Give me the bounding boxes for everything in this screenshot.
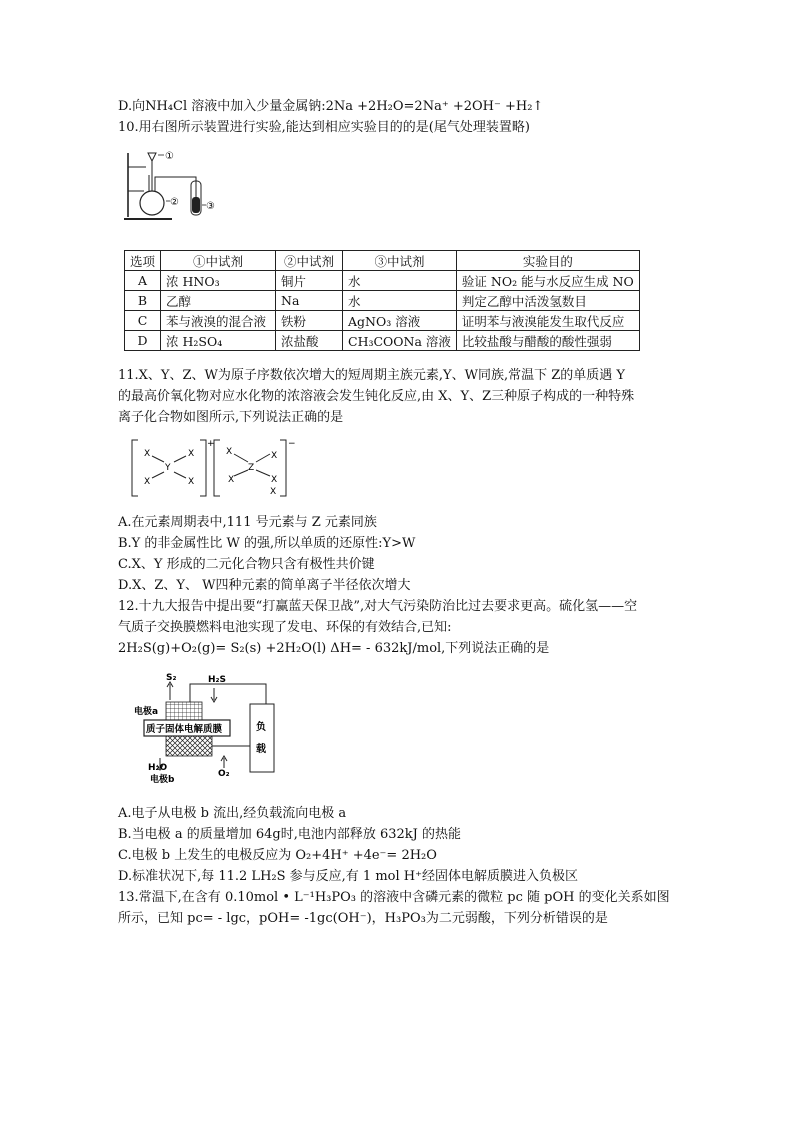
charge-minus: −	[288, 439, 296, 449]
label-3: ③	[206, 201, 215, 212]
q13-stem-line2: 所示，已知 pc= - lgc，pOH= -1gc(OH⁻)，H₃PO₃为二元弱酸，下列分析错误的是	[118, 911, 608, 926]
q11-ion-structure	[130, 438, 300, 500]
label-2: ②	[170, 197, 179, 208]
table-cell: A	[125, 271, 161, 291]
q13-stem-line1: 13.常温下,在含有 0.10mol • L⁻¹H₃PO₃ 的溶液中含磷元素的微粒 pc 随 pOH 的变化关系如图	[118, 890, 670, 905]
q12-stem-line1: 12.十九大报告中提出要“打赢蓝天保卫战”,对大气污染防治比过去要求更高。硫化氢——空	[118, 599, 638, 614]
q10-stem: 10.用右图所示装置进行实验,能达到相应实验目的的是(尾气处理装置略)	[118, 120, 530, 135]
q12-stem-line2: 气质子交换膜燃料电池实现了发电、环保的有效结合,已知:	[118, 620, 452, 635]
table-cell: D	[125, 331, 161, 351]
q11-option-d: D.X、Z、Y、 W四种元素的简单离子半径依次增大	[118, 578, 411, 593]
h2o-label: H₂O	[148, 763, 168, 773]
load-label-2: 载	[256, 744, 266, 755]
table-row	[125, 331, 640, 351]
charge-plus: +	[207, 439, 215, 449]
table-cell: 判定乙醇中活泼氢数目	[456, 291, 639, 311]
table-cell: AgNO₃ 溶液	[343, 311, 457, 331]
table-row	[125, 271, 640, 291]
q11-option-c: C.X、Y 形成的二元化合物只含有极性共价键	[118, 557, 375, 572]
atom-x: X	[188, 449, 195, 459]
atom-y: Y	[165, 463, 171, 473]
table-cell: 浓 H₂SO₄	[161, 331, 276, 351]
atom-x: X	[144, 477, 151, 487]
q12-option-b: B.当电极 a 的质量增加 64g时,电池内部释放 632kJ 的热能	[118, 827, 461, 842]
table-header-row	[125, 251, 640, 271]
col-header: ①中试剂	[161, 251, 276, 271]
table-cell: 水	[343, 271, 457, 291]
table-cell: 水	[343, 291, 457, 311]
table-cell: CH₃COONa 溶液	[343, 331, 457, 351]
electrode-b-label: 电极b	[150, 775, 175, 785]
table-cell: Na	[276, 291, 343, 311]
col-header: ③中试剂	[343, 251, 457, 271]
table-cell: 比较盐酸与醋酸的酸性强弱	[456, 331, 639, 351]
membrane-label: 质子固体电解质膜	[146, 724, 223, 735]
q12-fuel-cell-diagram	[130, 668, 280, 790]
h2s-label: H₂S	[208, 675, 226, 685]
table-cell: 浓盐酸	[276, 331, 343, 351]
table-cell: B	[125, 291, 161, 311]
q11-stem-line2: 的最高价氧化物对应水化物的浓溶液会发生钝化反应,由 X、Y、Z三种原子构成的一种特殊	[118, 389, 635, 404]
table-cell: 苯与液溴的混合液	[161, 311, 276, 331]
q9-option-d: D.向NH₄Cl 溶液中加入少量金属钠:2Na +2H₂O=2Na⁺ +2OH⁻ +H₂↑	[118, 99, 544, 114]
atom-x: X	[188, 477, 195, 487]
q12-option-c: C.电极 b 上发生的电极反应为 O₂+4H⁺ +4e⁻= 2H₂O	[118, 848, 437, 863]
q10-apparatus-figure	[124, 145, 224, 225]
atom-x: X	[271, 475, 278, 485]
table-cell: 铁粉	[276, 311, 343, 331]
table-cell: 乙醇	[161, 291, 276, 311]
q12-equation: 2H₂S(g)+O₂(g)= S₂(s) +2H₂O(l) ΔH= - 632kJ/mol,下列说法正确的是	[118, 641, 550, 656]
table-cell: 证明苯与液溴能发生取代反应	[456, 311, 639, 331]
q12-option-a: A.电子从电极 b 流出,经负载流向电极 a	[118, 806, 347, 821]
o2-label: O₂	[218, 769, 230, 779]
atom-x: X	[226, 447, 233, 457]
q11-stem-line3: 离子化合物如图所示,下列说法正确的是	[118, 410, 344, 425]
atom-x: X	[228, 475, 235, 485]
q11-option-a: A.在元素周期表中,111 号元素与 Z 元素同族	[118, 515, 377, 530]
q11-option-b: B.Y 的非金属性比 W 的强,所以单质的还原性:Y>W	[118, 536, 416, 551]
table-cell: 铜片	[276, 271, 343, 291]
s2-label: S₂	[166, 673, 177, 683]
label-1: ①	[165, 151, 174, 162]
table-cell: 浓 HNO₃	[161, 271, 276, 291]
q12-option-d: D.标准状况下,每 11.2 LH₂S 参与反应,有 1 mol H⁺经固体电解质膜进入负极区	[118, 869, 578, 884]
table-row	[125, 311, 640, 331]
electrode-a-label: 电极a	[134, 707, 159, 717]
col-header: 实验目的	[456, 251, 639, 271]
table-cell: 验证 NO₂ 能与水反应生成 NO	[456, 271, 639, 291]
load-label-1: 负	[256, 722, 266, 733]
q10-table	[124, 250, 640, 351]
q11-stem-line1: 11.X、Y、Z、W为原子序数依次增大的短周期主族元素,Y、W同族,常温下 Z的单质遇 Y	[118, 368, 625, 383]
atom-x: X	[144, 449, 151, 459]
col-header: ②中试剂	[276, 251, 343, 271]
atom-z: Z	[248, 463, 255, 473]
table-row	[125, 291, 640, 311]
col-header: 选项	[125, 251, 161, 271]
atom-x: X	[270, 487, 277, 497]
atom-x: X	[271, 451, 278, 461]
table-cell: C	[125, 311, 161, 331]
